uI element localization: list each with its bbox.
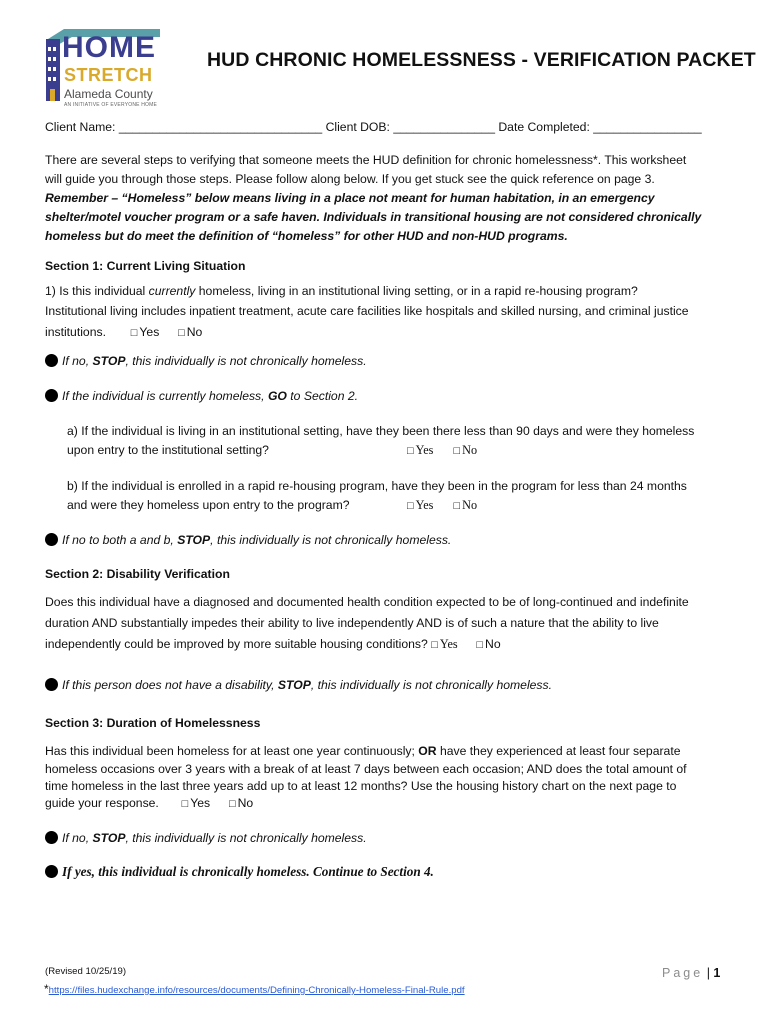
question-a-line-1: a) If the individual is living in an institutional setting, have they been there less than 90 days and were they homeless [67, 424, 695, 438]
section-2-line-2: duration AND substantially impedes their ability to live independently AND is of such a nature that the ability to live [45, 616, 659, 630]
qa-no-checkbox[interactable]: □ No [453, 443, 478, 457]
section-2-line-1: Does this individual have a diagnosed and documented health condition expected to be of long-continued and indefinite [45, 595, 689, 609]
section-3-line-3: time homeless in the last three years add up to at least 12 months? Use the housing history chart on the next page to [45, 779, 677, 793]
logo-county-text: Alameda County [64, 87, 153, 101]
section-3-heading: Section 3: Duration of Homelessness [45, 716, 261, 730]
section-1-stop-note: If no, STOP, this individually is not chronically homeless. [45, 351, 367, 371]
question-a-line-2: upon entry to the institutional setting? [67, 443, 269, 457]
section-3-line-1: Has this individual been homeless for at least one year continuously; OR have they experienced at least four separate [45, 744, 681, 758]
date-completed-field[interactable]: ________________ [593, 120, 702, 134]
page-title: HUD CHRONIC HOMELESSNESS - VERIFICATION PACKET [207, 49, 756, 71]
bullet-dot-icon [45, 533, 58, 546]
question-b-line-2: and were they homeless upon entry to the program? [67, 498, 350, 512]
section-2-heading: Section 2: Disability Verification [45, 567, 230, 581]
section-3-line-4 [45, 793, 253, 814]
logo-initiative-text: AN INITIATIVE OF EVERYONE HOME [64, 102, 158, 108]
section-1-question-line-3 [45, 322, 202, 343]
bullet-dot-icon [45, 865, 58, 878]
bullet-dot-icon [45, 678, 58, 691]
section-2-line-3-text: independently could be improved by more suitable housing conditions? [45, 637, 428, 651]
revised-date: (Revised 10/25/19) [45, 966, 127, 977]
footnote-link[interactable]: https://files.hudexchange.info/resources/documents/Defining-Chronically-Homeless-Final-Rule.pdf [48, 985, 465, 996]
date-completed-label: Date Completed: [498, 120, 590, 134]
section-1-heading: Section 1: Current Living Situation [45, 259, 246, 273]
intro-line-1: There are several steps to verifying that someone meets the HUD definition for chronic homelessness*. This worksheet [45, 153, 687, 167]
qa-yes-checkbox[interactable]: □ Yes [407, 443, 434, 457]
page-number-value: 1 [713, 966, 721, 980]
q1-text-b: homeless, living in an institutional living setting, or in a rapid re-housing program? [195, 284, 638, 298]
intro-line-2: will guide you through those steps. Please follow along below. If you get stuck see the quick reference on page 3. [45, 172, 655, 186]
bullet-dot-icon [45, 389, 58, 402]
section-2-stop-note: If this person does not have a disability, STOP, this individually is not chronically homeless. [45, 675, 552, 695]
page-number [662, 965, 720, 981]
q1-yes-checkbox[interactable]: □ Yes [130, 325, 160, 339]
bullet-dot-icon [45, 831, 58, 844]
bullet-dot-icon [45, 354, 58, 367]
q1-text-emphasis: currently [148, 284, 196, 298]
section-1-go-note: If the individual is currently homeless, GO to Section 2. [45, 386, 358, 406]
logo-stretch-text: STRETCH [64, 65, 153, 85]
q1-text-a: 1) Is this individual [45, 284, 149, 298]
home-stretch-logo [42, 27, 164, 117]
section-1-stop-note-2: If no to both a and b, STOP, this individually is not chronically homeless. [45, 530, 451, 550]
client-name-field[interactable]: ______________________________ [118, 120, 323, 134]
q1-no-checkbox[interactable]: □ No [178, 325, 203, 339]
remember-line-1: Remember – “Homeless” below means living in a place not meant for human habitation, in an emergency [45, 191, 655, 205]
question-b-options [407, 495, 477, 516]
section-1-question-line-1 [45, 281, 638, 301]
section-2-line-3 [45, 634, 501, 655]
footnote-asterisk: * [44, 982, 49, 996]
client-dob-field[interactable]: _______________ [393, 120, 495, 134]
section-1-question-line-2: Institutional living includes inpatient treatment, acute care facilities like hospitals and skilled nursing, and criminal justice [45, 304, 689, 318]
section-2-yes-checkbox[interactable]: □ Yes [431, 637, 458, 651]
footnote [44, 982, 465, 998]
page-separator: | [706, 966, 710, 980]
qb-yes-checkbox[interactable]: □ Yes [407, 498, 434, 512]
section-2-no-checkbox[interactable]: □ No [476, 637, 501, 651]
section-3-yes-checkbox[interactable]: □ Yes [181, 796, 211, 810]
section-3-line-2: homeless occasions over 3 years with a break of at least 7 days between each occasion; AND does the total amount of [45, 762, 687, 776]
section-3-stop-note: If no, STOP, this individually is not chronically homeless. [45, 828, 367, 848]
remember-line-2: shelter/motel voucher program or a safe haven. Individuals in transitional housing are not considered chronically [45, 210, 702, 224]
question-b-line-1: b) If the individual is enrolled in a rapid re-housing program, have they been in the program for less than 24 months [67, 479, 687, 493]
section-3-no-checkbox[interactable]: □ No [228, 796, 254, 810]
q1-line-3-text: institutions. [45, 325, 106, 339]
logo-home-text: HOME [62, 31, 156, 64]
client-name-label: Client Name: [45, 120, 116, 134]
page-label: Page [662, 966, 704, 980]
section-3-continue-note: If yes, this individual is chronically homeless. Continue to Section 4. [45, 862, 434, 882]
client-dob-label: Client DOB: [325, 120, 390, 134]
question-a-options [407, 440, 477, 461]
section-3-line-4-text: guide your response. [45, 796, 159, 810]
remember-line-3: homeless but do meet the definition of “homeless” for other HUD and non-HUD programs. [45, 229, 568, 243]
client-info-line [45, 117, 702, 137]
qb-no-checkbox[interactable]: □ No [453, 498, 478, 512]
